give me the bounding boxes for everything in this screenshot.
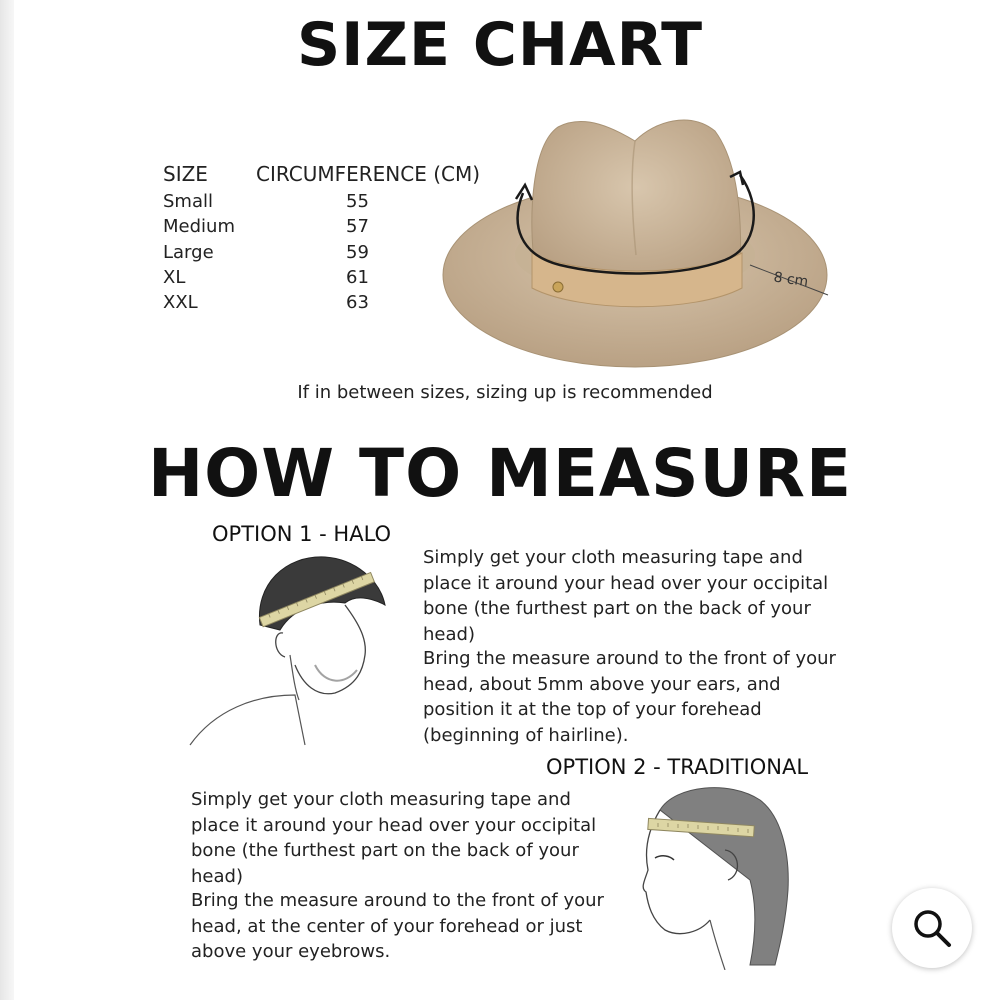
option2-paragraph-1: Simply get your cloth measuring tape and place it around your head over your occipital bone (the furthest part on the back of your head)	[191, 789, 597, 887]
how-to-measure-title: HOW TO MEASURE	[147, 435, 853, 512]
option2-paragraph-2: Bring the measure around to the front of your head, at the center of your forehead or just above your eyebrows.	[191, 890, 604, 962]
circumference-cell: 61	[346, 267, 369, 288]
halo-head-sketch	[185, 545, 400, 750]
size-column-header: SIZE	[163, 162, 208, 186]
size-chart-title: SIZE CHART	[296, 10, 704, 80]
circumference-cell: 63	[346, 292, 369, 313]
circumference-cell: 59	[346, 242, 369, 263]
arrow-head-left	[516, 185, 532, 200]
option2-title: OPTION 2 - TRADITIONAL	[546, 755, 809, 779]
size-cell: XL	[163, 267, 186, 288]
sketch-hair	[660, 788, 788, 965]
sketch-neck	[710, 920, 725, 970]
sketch-shoulder	[190, 695, 305, 745]
sketch-ear	[276, 633, 285, 657]
option1-paragraph-2: Bring the measure around to the front of your head, about 5mm above your ears, and position it at the top of your forehead (beginning of hairline).	[423, 648, 836, 746]
traditional-head-sketch	[630, 780, 800, 970]
option1-title: OPTION 1 - HALO	[212, 522, 392, 546]
zoom-button[interactable]	[892, 888, 972, 968]
sketch-beard	[315, 665, 357, 681]
hat-band-stud	[553, 282, 563, 292]
circumference-cell: 57	[346, 216, 369, 237]
sketch-neck	[290, 655, 299, 700]
option1-paragraph-1: Simply get your cloth measuring tape and place it around your head over your occipital bone (the furthest part on the back of your head)	[423, 547, 829, 645]
size-cell: XXL	[163, 292, 198, 313]
circumference-cell: 55	[346, 191, 369, 212]
sketch-eye	[655, 856, 674, 860]
fedora-hat-illustration	[440, 105, 840, 375]
sizing-note: If in between sizes, sizing up is recommended	[297, 382, 713, 403]
size-cell: Large	[163, 242, 214, 263]
size-cell: Small	[163, 191, 213, 212]
magnifier-icon	[911, 907, 953, 949]
brim-measure-label: 8 cm	[772, 269, 810, 291]
size-cell: Medium	[163, 216, 235, 237]
circumference-column-header: CIRCUMFERENCE (CM)	[256, 162, 481, 186]
